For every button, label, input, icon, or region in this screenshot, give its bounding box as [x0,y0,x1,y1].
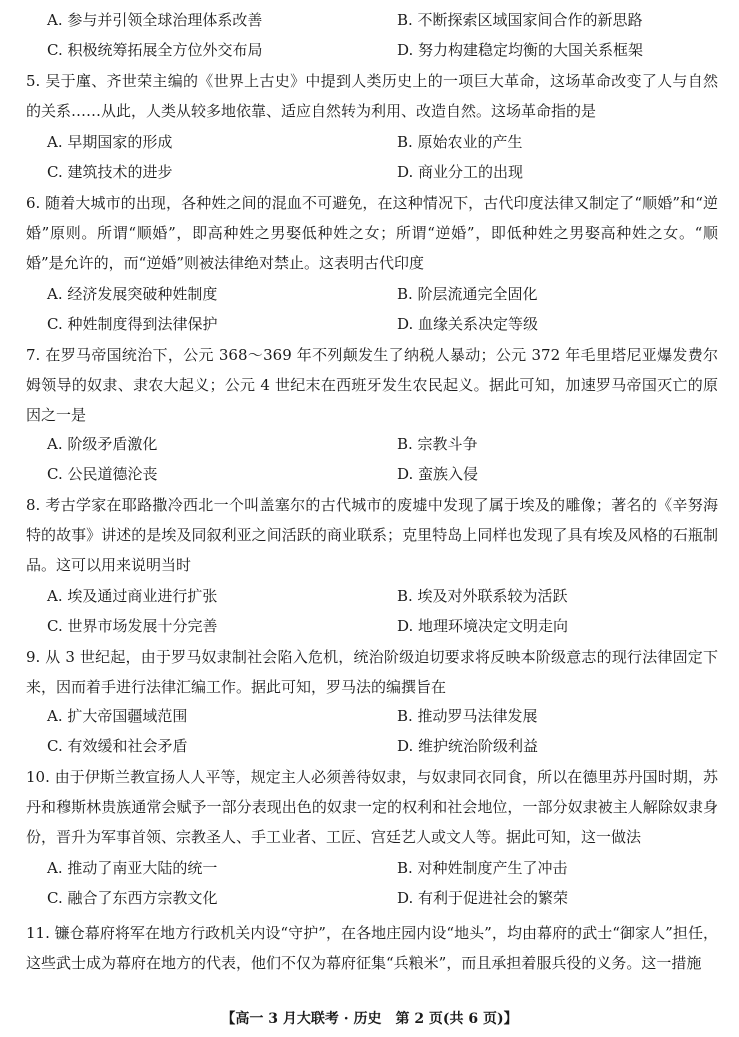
q10-option-a: A. 推动了南亚大陆的统一 [47,859,218,877]
q7-option-a: A. 阶级矛盾激化 [47,435,158,453]
q7-option-c: C. 公民道德沦丧 [47,465,158,483]
q8-option-b: B. 埃及对外联系较为活跃 [397,587,568,605]
q9-option-c: C. 有效缓和社会矛盾 [47,737,188,755]
q9-option-d: D. 维护统治阶级利益 [397,737,539,755]
q8-stem: 8. 考古学家在耶路撒冷西北一个叫盖塞尔的古代城市的废墟中发现了属于埃及的雕像；著名的《辛努海特的故事》讲述的是埃及同叙利亚之间活跃的商业联系；克里特岛上同样也发现了具有埃及风格的石瓶制品。这可以用来说明当时 [26,496,718,574]
q9-stem: 9. 从 3 世纪起，由于罗马奴隶制社会陷入危机，统治阶级迫切要求将反映本阶级意志的现行法律固定下来，因而着手进行法律汇编工作。据此可知，罗马法的编撰旨在 [26,648,718,696]
q6-option-d: D. 血缘关系决定等级 [397,315,539,333]
q6-option-a: A. 经济发展突破种姓制度 [47,285,218,303]
q6-option-b: B. 阶层流通完全固化 [397,285,538,303]
q10-option-d: D. 有利于促进社会的繁荣 [397,889,569,907]
q4-option-a: A. 参与并引领全球治理体系改善 [47,11,263,29]
q6-stem: 6. 随着大城市的出现，各种姓之间的混血不可避免，在这种情况下，古代印度法律又制定了“顺婚”和“逆婚”原则。所谓“顺婚”，即高种姓之男娶低种姓之女；所谓“逆婚”，即低种姓之男娶高种姓之女。“顺婚”是允许的，而“逆婚”则被法律绝对禁止。这表明古代印度 [26,194,718,272]
q6-option-c: C. 种姓制度得到法律保护 [47,315,218,333]
q5-option-d: D. 商业分工的出现 [397,163,524,181]
q7-option-b: B. 宗教斗争 [397,435,478,453]
q4-option-d: D. 努力构建稳定均衡的大国关系框架 [397,41,644,59]
q4-option-b: B. 不断探索区域国家间合作的新思路 [397,11,643,29]
q7-stem: 7. 在罗马帝国统治下，公元 368～369 年不列颠发生了纳税人暴动；公元 372 年毛里塔尼亚爆发费尔姆领导的奴隶、隶农大起义；公元 4 世纪末在西班牙发生农民起义。据此可知，加速罗马帝国灭亡的原因之一是 [26,346,719,424]
q8-option-a: A. 埃及通过商业进行扩张 [47,587,218,605]
q8-option-c: C. 世界市场发展十分完善 [47,617,218,635]
q4-option-c: C. 积极统筹拓展全方位外交布局 [47,41,263,59]
q5-stem: 5. 吴于廑、齐世荣主编的《世界上古史》中提到人类历史上的一项巨大革命，这场革命改变了人与自然的关系……从此，人类从较多地依靠、适应自然转为利用、改造自然。这场革命指的是 [26,72,718,120]
q10-option-c: C. 融合了东西方宗教文化 [47,889,218,907]
q10-option-b: B. 对种姓制度产生了冲击 [397,859,568,877]
q5-option-a: A. 早期国家的形成 [47,133,173,151]
q7-option-d: D. 蛮族入侵 [397,465,479,483]
q10-stem: 10. 由于伊斯兰教宣扬人人平等，规定主人必须善待奴隶，与奴隶同衣同食，所以在德里苏丹国时期，苏丹和穆斯林贵族通常会赋予一部分表现出色的奴隶一定的权利和社会地位，一部分奴隶被主人解除奴隶身份，晋升为军事首领、宗教圣人、手工业者、工匠、宫廷艺人或文人等。据此可知，这一做法 [26,768,718,846]
q9-option-b: B. 推动罗马法律发展 [397,707,538,725]
page-footer: 【高一 3 月大联考 · 历史 第 2 页(共 6 页)】 [221,1011,518,1027]
q8-option-d: D. 地理环境决定文明走向 [397,617,569,635]
q9-option-a: A. 扩大帝国疆域范围 [47,707,188,725]
q5-option-c: C. 建筑技术的进步 [47,163,173,181]
q11-stem: 11. 镰仓幕府将军在地方行政机关内设“守护”，在各地庄园内设“地头”，均由幕府的武士“御家人”担任，这些武士成为幕府在地方的代表，他们不仅为幕府征集“兵粮米”，而且承担着服兵役的义务。这一措施 [26,924,718,972]
q5-option-b: B. 原始农业的产生 [397,133,523,151]
